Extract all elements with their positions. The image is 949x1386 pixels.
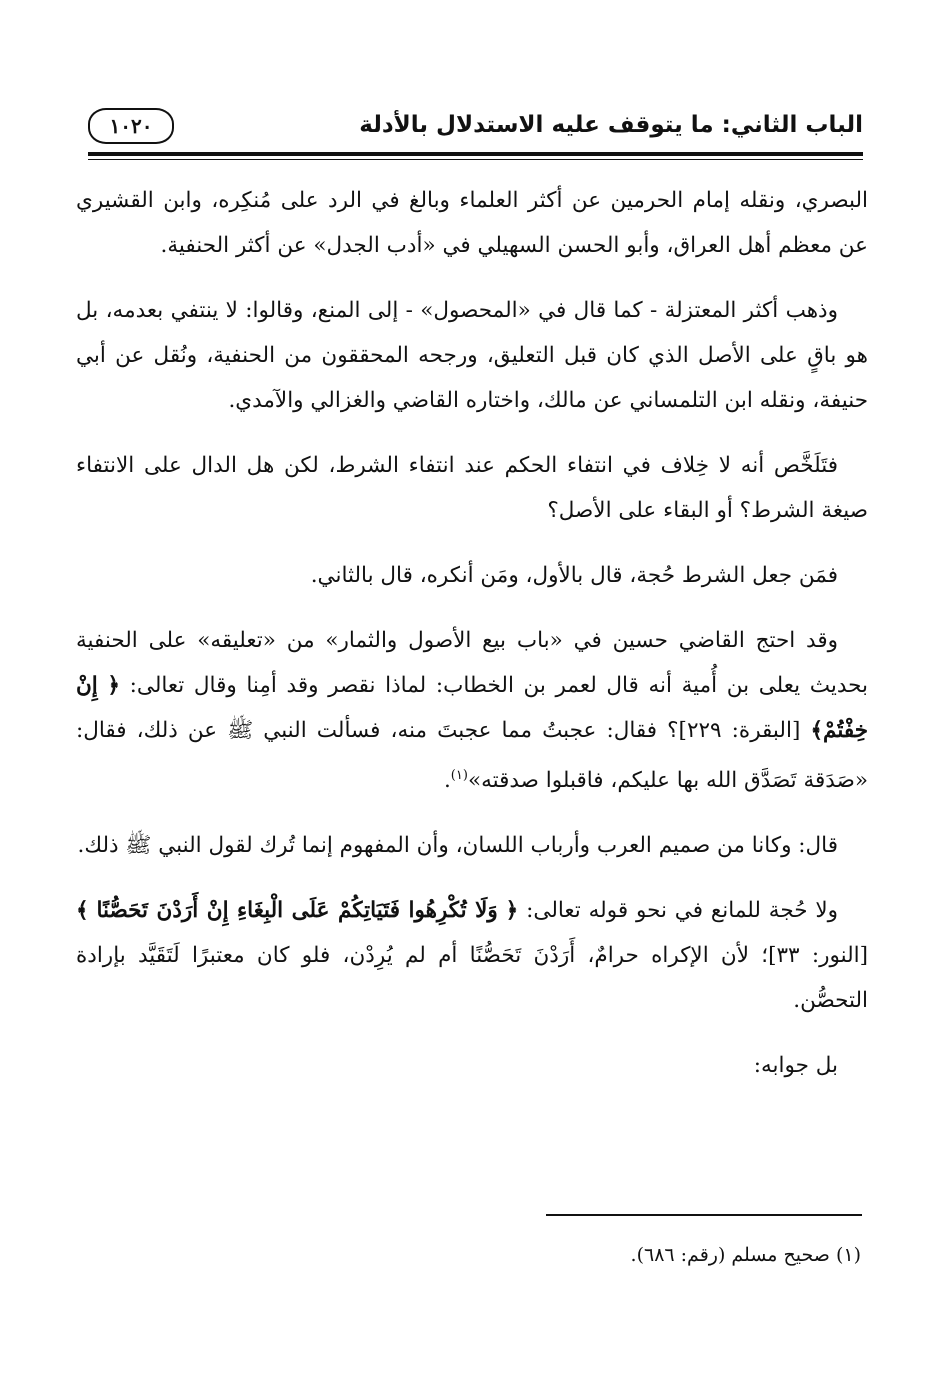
header-rule-thick (88, 152, 863, 156)
page-number: ١٠٢٠ (88, 108, 174, 144)
body-text (76, 178, 868, 1108)
paragraph-7 (76, 888, 868, 1023)
quran-bracket-open: ﴿ (107, 673, 121, 698)
paragraph-8: بل جوابه: (753, 1053, 838, 1079)
footnote-ref: (١) (450, 768, 468, 783)
quran-bracket-close: ﴾ (76, 898, 89, 924)
paragraph-5-text-a: وقد احتج القاضي حسين في «باب بيع الأصول والثمار» من «تعليقه» على الحنفية بحديث يعلى بن أُمية أنه قال لعمر بن الخطاب: لماذا نقصر وقد أمِنا وقال تعالى: (76, 628, 868, 698)
paragraph-1: البصري، ونقله إمام الحرمين عن أكثر العلماء وبالغ في الرد على مُنكِره، وابن القشيري عن معظم أهل العراق، وأبو الحسن السهيلي في «أدب الجدل» عن أكثر الحنفية. (76, 188, 868, 258)
quran-bracket-open: ﴿ (505, 898, 519, 924)
paragraph-7-text-b: [النور: ٣٣]؛ لأن الإكراه حرامٌ، أَرَدْنَ تَحَصُّنًا أم لم يُرِدْن، فلو كان معتبرًا لَتَقَيَّد بإرادة التحصُّن. (76, 943, 868, 1014)
quran-bracket-close: ﴾ (810, 718, 824, 743)
running-header (88, 108, 863, 152)
footnote-separator (546, 1214, 862, 1216)
paragraph-4: فمَن جعل الشرط حُجة، قال بالأول، ومَن أنكره، قال بالثاني. (310, 563, 838, 588)
paragraph-2: وذهب أكثر المعتزلة - كما قال في «المحصول» - إلى المنع، وقالوا: لا ينتفي بعدمه، بل هو باقٍ على الأصل الذي كان قبل التعليق، ورجحه المحققون من الحنفية، ونُقل عن أبي حنيفة، ونقله ابن التلمساني عن مالك، واختاره القاضي والغزالي والآمدي. (76, 298, 868, 413)
paragraph-3: فتَلَخَّص أنه لا خِلاف في انتفاء الحكم عند انتفاء الشرط، لكن هل الدال على الانتفاء صيغة الشرط؟ أو البقاء على الأصل؟ (76, 453, 868, 523)
paragraph-5-end: . (443, 768, 451, 794)
paragraph-5-text-b: [البقرة: ٢٢٩]؟ فقال: عجبتُ مما عجبتَ منه، فسألت النبي ﷺ عن ذلك، فقال: «صَدَقة تَصَدَّق الله بها عليكم، فاقبلوا صدقته» (76, 718, 868, 794)
quran-quote-1: إِنْ خِفْتُمْ (76, 673, 869, 743)
chapter-title: الباب الثاني: ما يتوقف عليه الاستدلال بالأدلة (359, 112, 863, 138)
paragraph-5 (76, 618, 868, 803)
header-rule-thin (88, 159, 863, 160)
footnote: (١) صحيح مسلم (رقم: ٦٨٦). (630, 1244, 861, 1266)
quran-quote-2: وَلَا تُكْرِهُوا فَتَيَاتِكُمْ عَلَى الْبِغَاءِ إِنْ أَرَدْنَ تَحَصُّنًا (96, 898, 498, 924)
paragraph-7-text-a: ولا حُجة للمانع في نحو قوله تعالى: (526, 898, 839, 924)
paragraph-6: قال: وكانا من صميم العرب وأرباب اللسان، وأن المفهوم إنما تُرك لقول النبي ﷺ ذلك. (77, 833, 838, 859)
